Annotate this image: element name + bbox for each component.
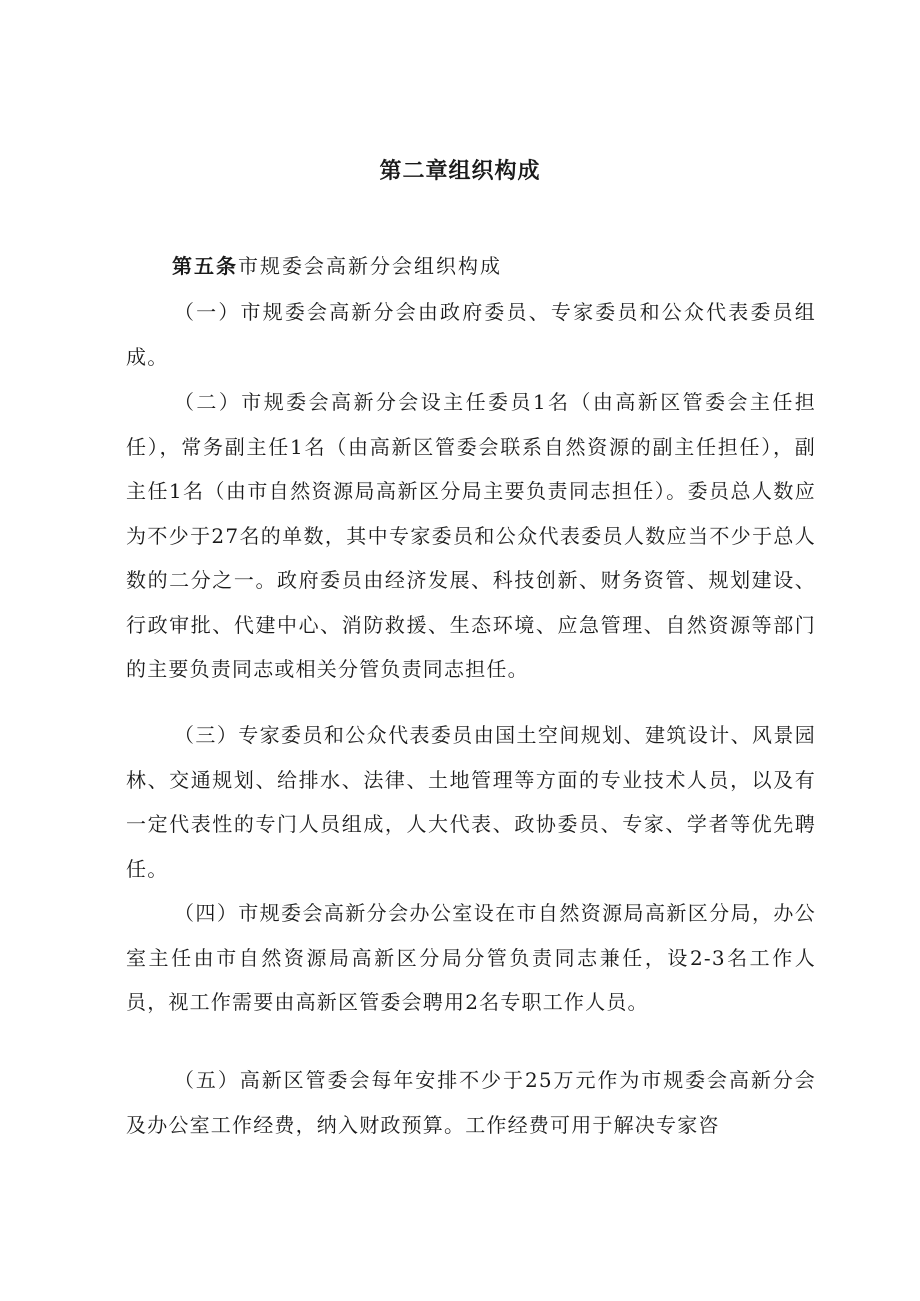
article-number: 第五条	[172, 254, 238, 278]
paragraph-4: （四）市规委会高新分会办公室设在市自然资源局高新区分局，办公室主任由市自然资源局高新区分局分管负责同志兼任，设2-3名工作人员，视工作需要由高新区管委会聘用2名专职工作人员。	[126, 901, 816, 1014]
paragraph-3: （三）专家委员和公众代表委员由国土空间规划、建筑设计、风景园林、交通规划、给排水、法律、土地管理等方面的专业技术人员，以及有一定代表性的专门人员组成，人大代表、政协委员、专家、学者等优先聘任。	[126, 723, 816, 881]
article-heading	[172, 246, 502, 286]
paragraph-5: （五）高新区管委会每年安排不少于25万元作为市规委会高新分会及办公室工作经费，纳入财政预算。工作经费可用于解决专家咨	[126, 1068, 816, 1137]
chapter-title: 第二章组织构成	[379, 159, 541, 184]
paragraph-1: （一）市规委会高新分会由政府委员、专家委员和公众代表委员组成。	[126, 300, 816, 369]
paragraph-2: （二）市规委会高新分会设主任委员1名（由高新区管委会主任担任），常务副主任1名（由高新区管委会联系自然资源的副主任担任），副主任1名（由市自然资源局高新区分局主要负责同志担任）。委员总人数应为不少于27名的单数，其中专家委员和公众代表委员人数应当不少于总人数的二分之一。政府委员由经济发展、科技创新、财务资管、规划建设、行政审批、代建中心、消防救援、生态环境、应急管理、自然资源等部门的主要负责同志或相关分管负责同志担任。	[126, 390, 816, 681]
article-title: 市规委会高新分会组织构成	[238, 254, 502, 278]
